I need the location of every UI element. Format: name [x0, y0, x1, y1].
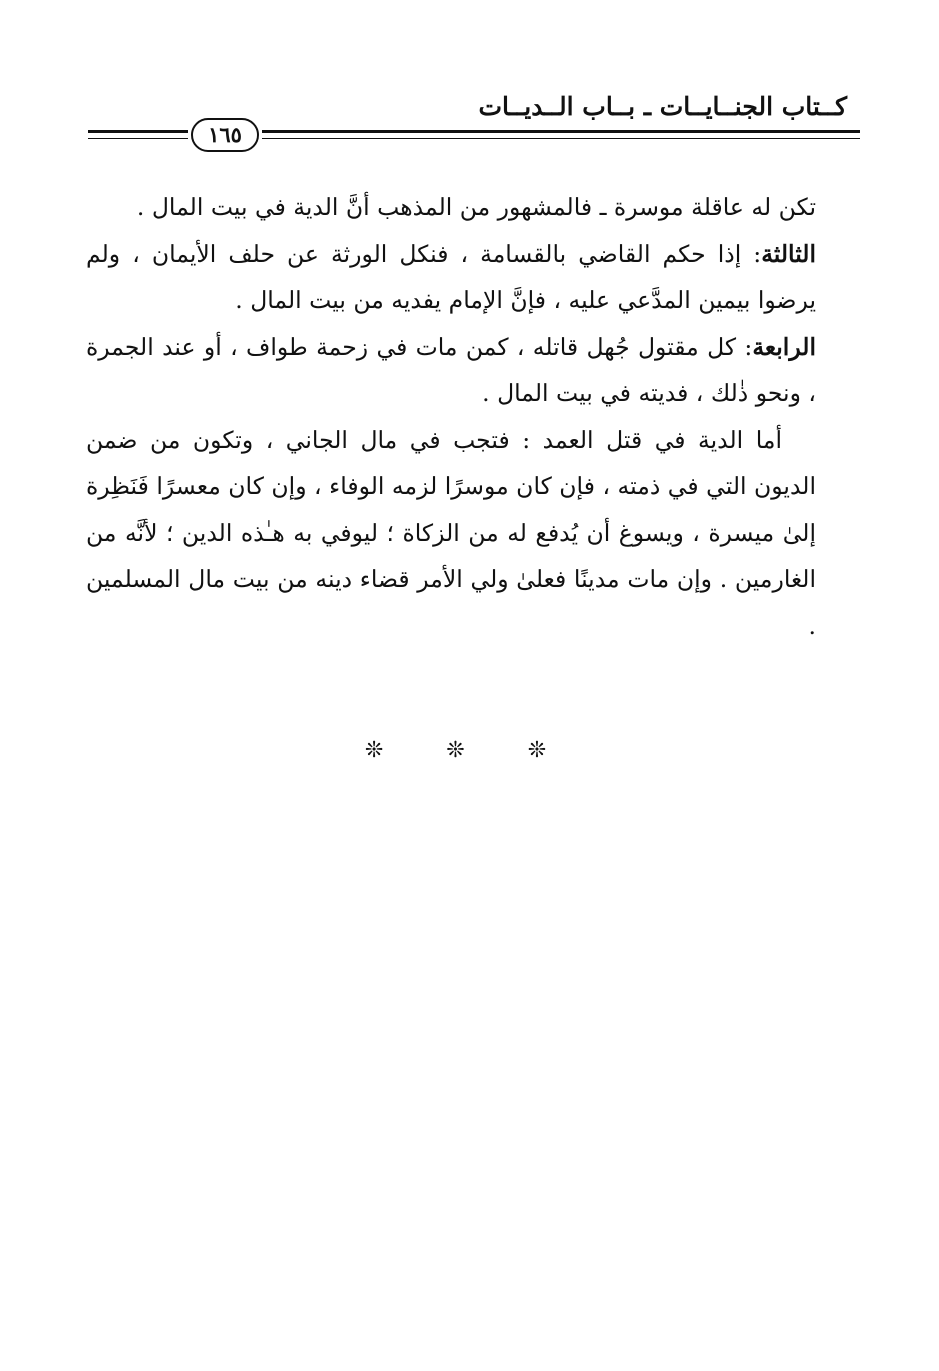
paragraph-third-case — [86, 231, 816, 324]
term-third: الثالثة — [761, 239, 816, 268]
page-number: ١٦٥ — [191, 118, 259, 152]
fourth-case-text: : كل مقتول جُهل قاتله ، كمن مات في زحمة طواف ، أو عند الجمرة ، ونحو ذٰلك ، فديته في بيت المال . — [86, 332, 816, 407]
section-separator: ❊ ❊ ❊ — [364, 738, 575, 763]
header-rule-left — [88, 130, 188, 139]
paragraph-continuation: تكن له عاقلة موسرة ـ فالمشهور من المذهب أنَّ الدية في بيت المال . — [136, 193, 816, 221]
paragraph-deliberate-killing: أما الدية في قتل العمد : فتجب في مال الجاني ، وتكون من ضمن الديون التي في ذمته ، فإن كان موسرًا لزمه الوفاء ، وإن كان معسرًا فَنَظِرة إلىٰ ميسرة ، ويسوغ أن يُدفع له من الزكاة ؛ ليوفي به هـٰذه الدين ؛ لأنَّه من الغارمين . وإن مات مدينًا فعلىٰ ولي الأمر قضاء دينه من بيت مال المسلمين . — [86, 425, 817, 640]
term-fourth: الرابعة — [752, 332, 816, 361]
body-text — [86, 184, 816, 649]
third-case-text: : إذا حكم القاضي بالقسامة ، فنكل الورثة عن حلف الأيمان ، ولم يرضوا بيمين المدَّعي عليه ، فإنَّ الإمام يفديه من بيت المال . — [86, 239, 816, 314]
header-rule-right — [262, 130, 860, 139]
running-header: كــتاب الجنــايــات ـ بــاب الــديــات — [478, 92, 847, 121]
paragraph-fourth-case — [86, 324, 816, 417]
